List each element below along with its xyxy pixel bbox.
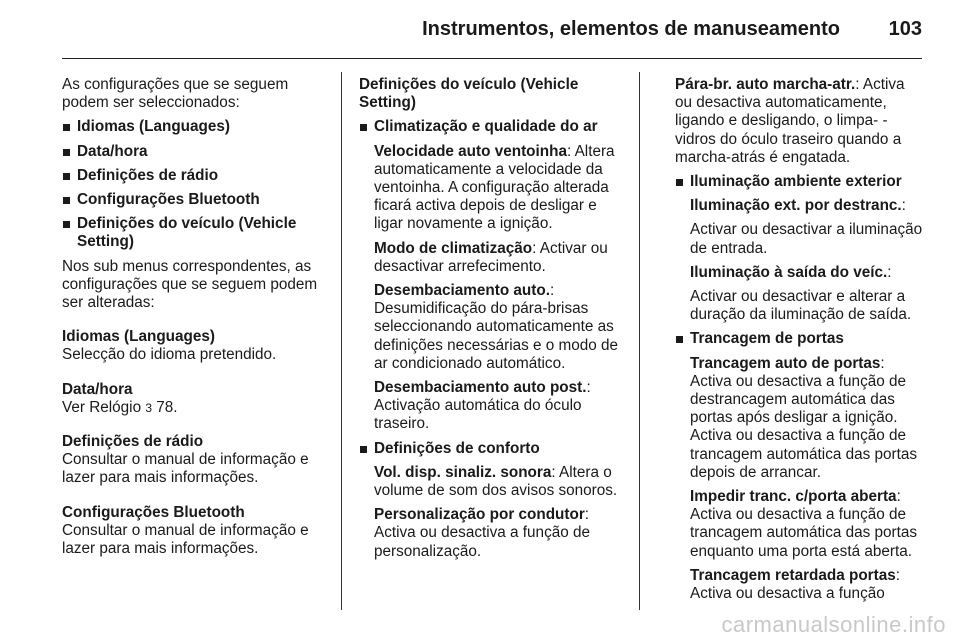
section-title: Definições de rádio (62, 433, 204, 451)
page-title: Instrumentos, elementos de manuseamento (422, 18, 840, 40)
section-bluetooth (62, 504, 328, 559)
setting-desc: : Activa ou desactiva a função de trancagem automática das portas enquanto uma porta está aberta. (690, 488, 918, 560)
setting-desc: : Altera o volume de som dos avisos sonoros. (374, 463, 618, 500)
setting-item (675, 76, 923, 167)
setting-desc: : Activa ou desactiva automaticamente, ligando e desligando, o limpa- -vidros do óculo traseiro quando a marcha-atrás é engatada. (675, 76, 905, 166)
setting-term: Iluminação ext. por destranc. (690, 197, 902, 215)
bullet-item: Configurações Bluetooth (62, 191, 328, 209)
section-text: Consultar o manual de informação e lazer para mais informações. (62, 451, 309, 487)
setting-desc: : Activa ou desactiva a função (690, 566, 900, 603)
setting-item (359, 240, 625, 276)
setting-desc: Activar ou desactivar e alterar a duração da iluminação de saída. (690, 288, 912, 324)
setting-item (359, 506, 625, 561)
setting-term: Impedir tranc. c/porta aberta (690, 488, 897, 506)
colon: : (887, 263, 892, 281)
page-reference-link[interactable]: 78. (156, 398, 178, 416)
column-divider (341, 72, 342, 610)
setting-item (675, 488, 923, 561)
column-divider (639, 72, 640, 610)
bullet-item: Definições do veículo (Vehicle Setting) (62, 215, 328, 251)
setting-desc: : Altera automaticamente a velocidade da ventoinha. A configuração alterada ficará activa depois de desligar e ligar novamente a ignição. (374, 142, 615, 233)
bullet-item: Iluminação ambiente exterior (675, 173, 923, 191)
setting-term: Desembaciamento auto. (374, 282, 550, 300)
bullet-item: Definições de rádio (62, 167, 328, 185)
colon: : (901, 197, 906, 215)
bullet-item: Trancagem de portas (675, 330, 923, 348)
intro-text: As configurações que se seguem podem ser seleccionados: (62, 76, 289, 112)
column-3 (675, 76, 923, 609)
setting-term: Personalização por condutor (374, 506, 585, 524)
setting-item (359, 464, 625, 500)
page-number: 103 (888, 18, 922, 40)
column-2 (359, 76, 625, 567)
section-radio (62, 433, 328, 488)
setting-term: Trancagem auto de portas (690, 354, 881, 372)
setting-term: Desembaciamento auto post. (374, 379, 587, 397)
setting-term: Trancagem retardada portas (690, 566, 896, 584)
bullet-item: Data/hora (62, 143, 328, 161)
section-text: Consultar o manual de informação e lazer para mais informações. (62, 521, 309, 558)
setting-term: Velocidade auto ventoinha (374, 142, 567, 160)
setting-item (359, 282, 625, 373)
setting-term: Modo de climatização (374, 239, 533, 257)
section-datetime (62, 381, 328, 417)
setting-item (675, 355, 923, 482)
setting-desc: : Activar ou desactivar arrefecimento. (374, 239, 608, 275)
page-header (62, 0, 922, 59)
setting-desc: : Activa ou desactiva a função de personalização. (374, 506, 590, 560)
section-languages (62, 328, 328, 364)
setting-term: Pára-br. auto marcha-atr. (675, 76, 856, 93)
section-title: Idiomas (Languages) (62, 328, 215, 346)
column-1 (62, 76, 328, 558)
setting-desc: : Desumidificação do pára-brisas seleccionando automaticamente as definições necessárias e o modo de ar condicionado automático. (374, 282, 619, 372)
watermark: carmanualsonline.info (721, 612, 946, 637)
bullet-item: Climatização e qualidade do ar (359, 118, 625, 136)
setting-item (675, 197, 923, 215)
setting-item (359, 379, 625, 434)
bullet-item: Idiomas (Languages) (62, 118, 328, 136)
setting-desc: : Activação automática do óculo traseiro. (374, 379, 591, 433)
setting-item (675, 264, 923, 282)
paragraph: Nos sub menus correspondentes, as configurações que se seguem podem ser alteradas: (62, 257, 318, 312)
setting-desc: : Activa ou desactiva a função de destrancagem automática das portas após desligar a ignição. Activa ou desactiva a função de trancagem automática das portas depois de arrancar. (690, 354, 918, 481)
setting-term: Iluminação à saída do veíc. (690, 263, 888, 281)
section-title: Definições do veículo (Vehicle Setting) (359, 76, 579, 112)
setting-desc: Activar ou desactivar a iluminação de entrada. (690, 221, 923, 257)
section-text: Selecção do idioma pretendido. (62, 346, 277, 364)
bullet-item: Definições de conforto (359, 440, 625, 458)
setting-term: Vol. disp. sinaliz. sonora (374, 463, 552, 481)
section-title: Configurações Bluetooth (62, 503, 245, 521)
page-reference-arrow: 3 (145, 400, 153, 415)
setting-item (359, 143, 625, 234)
setting-item (675, 567, 923, 603)
section-text: Ver Relógio (62, 398, 142, 416)
section-title: Data/hora (62, 380, 133, 398)
